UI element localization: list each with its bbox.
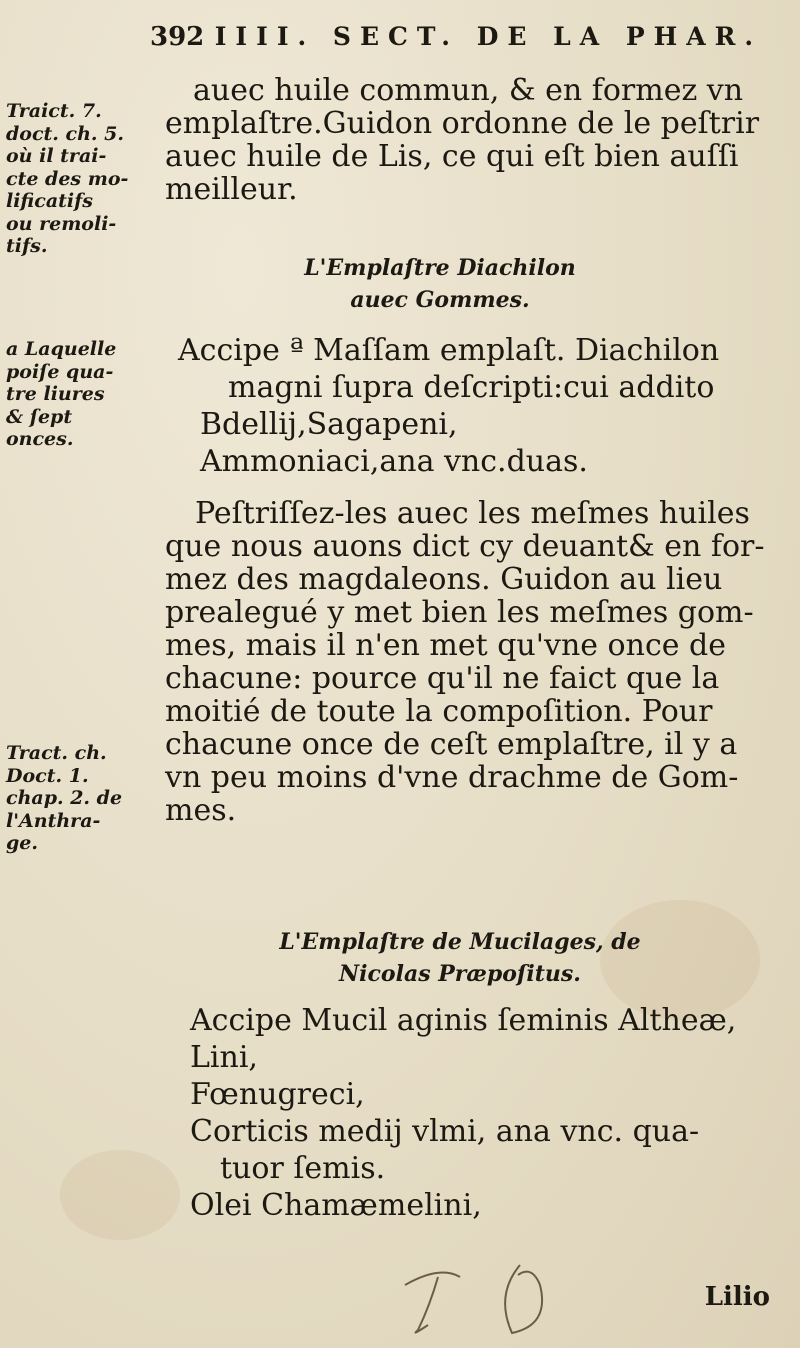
text-line: moitié de toute la compoſition. Pour [165, 694, 713, 729]
recipe-line: magni ſupra deſcripti:cui addito [228, 370, 715, 405]
text-line: auec huile de Lis, ce qui eſt bien auſſi [165, 139, 739, 174]
recipe-line: Accipe ª Maſſam emplaſt. Diachilon [178, 333, 720, 368]
recipe-line: Corticis medij vlmi, ana vnc. qua- [190, 1114, 700, 1149]
recipe-line: Olei Chamæmelini, [190, 1188, 482, 1223]
heading-line: L'Emplaſtre de Mucilages, de [279, 929, 641, 955]
margin-note-line: ou remoli- [6, 212, 117, 235]
handwritten-mark [400, 1255, 600, 1345]
heading-line: Nicolas Præpoſitus. [339, 961, 581, 987]
margin-note-line: doct. ch. 5. [6, 122, 124, 145]
recipe-1 [178, 332, 788, 480]
recipe-line: tuor ſemis. [220, 1151, 386, 1186]
margin-note-1 [6, 100, 156, 258]
text-line: chacune once de ceſt emplaſtre, il y a [165, 727, 738, 762]
recipe-line: Lini, [190, 1040, 258, 1075]
running-title: IIII. SECT. DE LA PHAR. [214, 22, 763, 51]
margin-note-line: ge. [6, 832, 38, 854]
recipe-line: Fœnugreci, [190, 1077, 365, 1112]
recipe-line: Ammoniaci,ana vnc.duas. [200, 444, 588, 479]
margin-note-line: cte des mo- [6, 167, 129, 190]
recipe-2 [190, 1002, 790, 1224]
page-number: 392 [150, 22, 205, 52]
running-header [150, 18, 780, 58]
margin-note-2 [6, 338, 156, 451]
recipe-line: Bdellij,Sagapeni, [200, 407, 458, 442]
margin-note-line: poiſe qua- [6, 360, 114, 383]
text-line: meilleur. [165, 172, 298, 207]
margin-note-line: où il trai- [6, 145, 107, 167]
margin-note-line: Tract. ch. [6, 742, 107, 764]
heading-line: auec Gommes. [350, 287, 530, 313]
paragraph-1 [165, 74, 790, 206]
text-line: chacune: pource qu'il ne faict que la [165, 661, 720, 696]
recipe-line: Accipe Mucil aginis ſeminis Altheæ, [190, 1003, 737, 1038]
margin-note-line: l'Anthra- [6, 809, 101, 832]
text-line: prealegué y met bien les meſmes gom- [165, 595, 754, 630]
margin-note-line: & ſept [6, 405, 73, 428]
margin-note-3 [6, 742, 156, 855]
margin-note-line: onces. [6, 428, 74, 450]
section-heading-2 [180, 926, 740, 990]
text-line: mes, mais il n'en met qu'vne once de [165, 628, 726, 663]
margin-note-line: tre liures [6, 383, 105, 405]
heading-line: L'Emplaſtre Diachilon [304, 255, 576, 281]
text-line: vn peu moins d'vne drachme de Gom- [165, 760, 739, 795]
margin-note-line: lificatifs [6, 190, 93, 212]
paragraph-2 [165, 497, 790, 827]
text-line: auec huile commun, & en formez vn [193, 73, 744, 108]
catchword: Lilio [704, 1282, 770, 1312]
text-line: emplaſtre.Guidon ordonne de le peſtrir [165, 106, 760, 141]
text-line: mez des magdaleons. Guidon au lieu [165, 562, 723, 597]
margin-note-line: Traict. 7. [6, 100, 102, 122]
section-heading-1 [200, 252, 680, 316]
text-line: mes. [165, 793, 237, 828]
text-line: Peſtriſſez-les auec les meſmes huiles [195, 496, 750, 531]
margin-note-line: Doct. 1. [6, 764, 89, 787]
paper-stain [60, 1150, 180, 1240]
margin-note-line: a Laquelle [6, 338, 117, 360]
margin-note-line: tifs. [6, 235, 48, 257]
text-line: que nous auons dict cy deuant& en for- [165, 529, 765, 564]
margin-note-line: chap. 2. de [6, 787, 123, 809]
